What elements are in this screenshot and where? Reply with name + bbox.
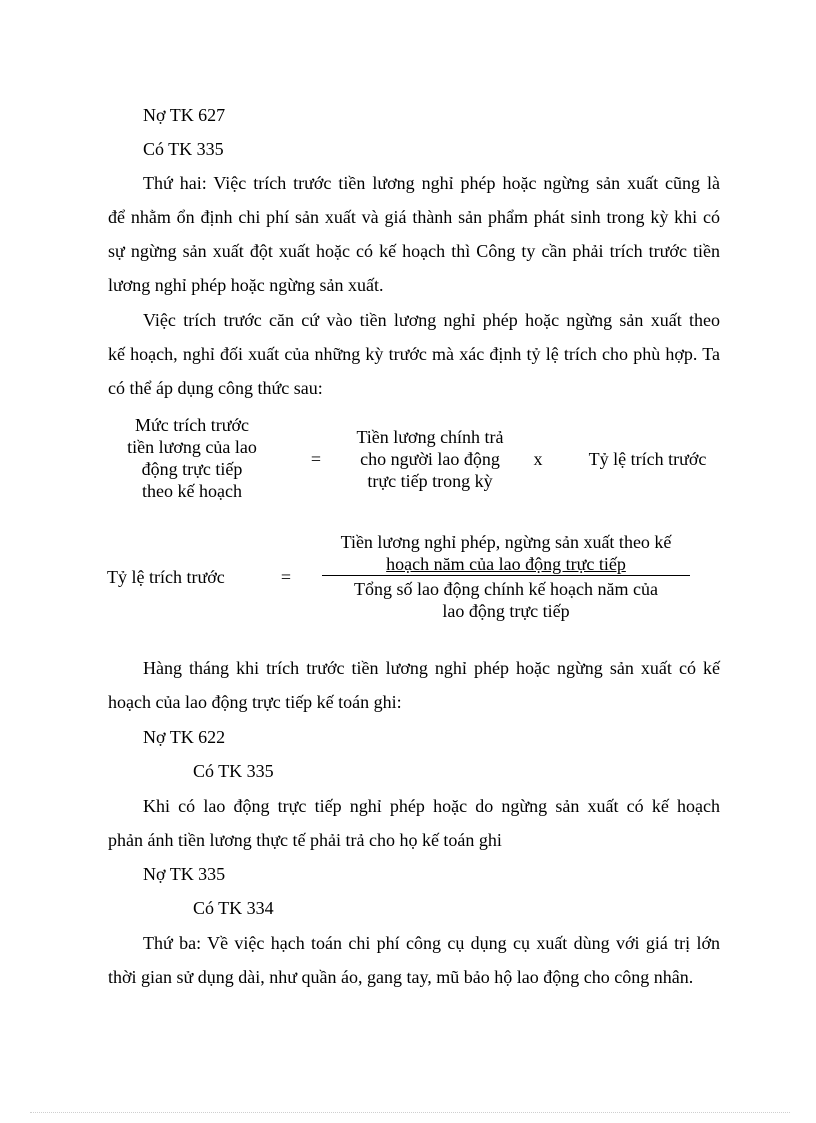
para-thu-hai-line-2: để nhằm ổn định chi phí sản xuất và giá thành sản phẩm phát sinh trong kỳ khi có: [108, 207, 720, 227]
para-khi-co-line-2: phản ánh tiền lương thực tế phải trả cho họ kế toán ghi: [108, 830, 502, 850]
entry3-credit: Có TK 334: [193, 898, 274, 918]
formula1-left: [102, 414, 282, 502]
entry1-debit: Nợ TK 627: [143, 105, 226, 125]
formula2-equals: =: [280, 567, 292, 587]
entry1-credit: Có TK 335: [143, 139, 224, 159]
formula1-middle-line-2: cho người lao động: [360, 449, 500, 469]
formula1-left-line-1: Mức trích trước: [135, 415, 249, 435]
formula1-middle-line-1: Tiền lương chính trả: [356, 427, 504, 447]
entry2-credit: Có TK 335: [193, 761, 274, 781]
entry2-debit: Nợ TK 622: [143, 727, 226, 747]
formula1-times: x: [533, 449, 543, 469]
para-khi-co-line-1: Khi có lao động trực tiếp nghỉ phép hoặc do ngừng sản xuất có kế hoạch: [143, 796, 720, 816]
formula1-equals: =: [310, 449, 322, 469]
para-hang-thang-line-1: Hàng tháng khi trích trước tiền lương nghỉ phép hoặc ngừng sản xuất có kế: [143, 658, 720, 678]
para-viec-trich-line-2: kế hoạch, nghỉ đối xuất của những kỳ trước mà xác định tỷ lệ trích cho phù hợp. Ta: [108, 344, 720, 364]
formula2-denominator-line-1: Tổng số lao động chính kế hoạch năm của: [354, 579, 658, 599]
formula2-denominator-line-2: lao động trực tiếp: [442, 601, 570, 621]
para-viec-trich-line-3: có thể áp dụng công thức sau:: [108, 378, 323, 398]
para-thu-ba-line-2: thời gian sử dụng dài, như quần áo, gang tay, mũ bảo hộ lao động cho công nhân.: [108, 967, 694, 987]
para-viec-trich-line-1: Việc trích trước căn cứ vào tiền lương nghỉ phép hoặc ngừng sản xuất theo: [143, 310, 720, 330]
formula2-denominator: [322, 578, 690, 622]
para-thu-hai-line-4: lương nghỉ phép hoặc ngừng sản xuất.: [108, 275, 384, 295]
fraction-bar: [322, 575, 690, 576]
formula1-middle-line-3: trực tiếp trong kỳ: [367, 471, 493, 491]
formula1-right: Tỷ lệ trích trước: [588, 449, 707, 469]
para-thu-hai-line-1: Thứ hai: Việc trích trước tiền lương nghỉ phép hoặc ngừng sản xuất cũng là: [143, 173, 720, 193]
para-thu-hai-line-3: sự ngừng sản xuất đột xuất hoặc có kế hoạch thì Công ty cần phải trích trước tiền: [108, 241, 720, 261]
entry3-debit: Nợ TK 335: [143, 864, 226, 884]
formula2-numerator-line-1: Tiền lương nghỉ phép, ngừng sản xuất theo kế: [340, 532, 672, 552]
formula1-middle: [340, 426, 520, 492]
formula1-left-line-4: theo kế hoạch: [142, 481, 242, 501]
para-hang-thang-line-2: hoạch của lao động trực tiếp kế toán ghi:: [108, 692, 402, 712]
formula1-left-line-2: tiền lương của lao: [127, 437, 257, 457]
formula2-numerator-line-2: hoạch năm của lao động trực tiếp: [386, 554, 626, 574]
para-thu-ba-line-1: Thứ ba: Về việc hạch toán chi phí công cụ dụng cụ xuất dùng với giá trị lớn: [143, 933, 720, 953]
formula2-left: Tỷ lệ trích trước: [107, 567, 225, 587]
page-bottom-border: [30, 1112, 790, 1113]
formula2-numerator: [322, 531, 690, 575]
formula1-left-line-3: động trực tiếp: [141, 459, 243, 479]
